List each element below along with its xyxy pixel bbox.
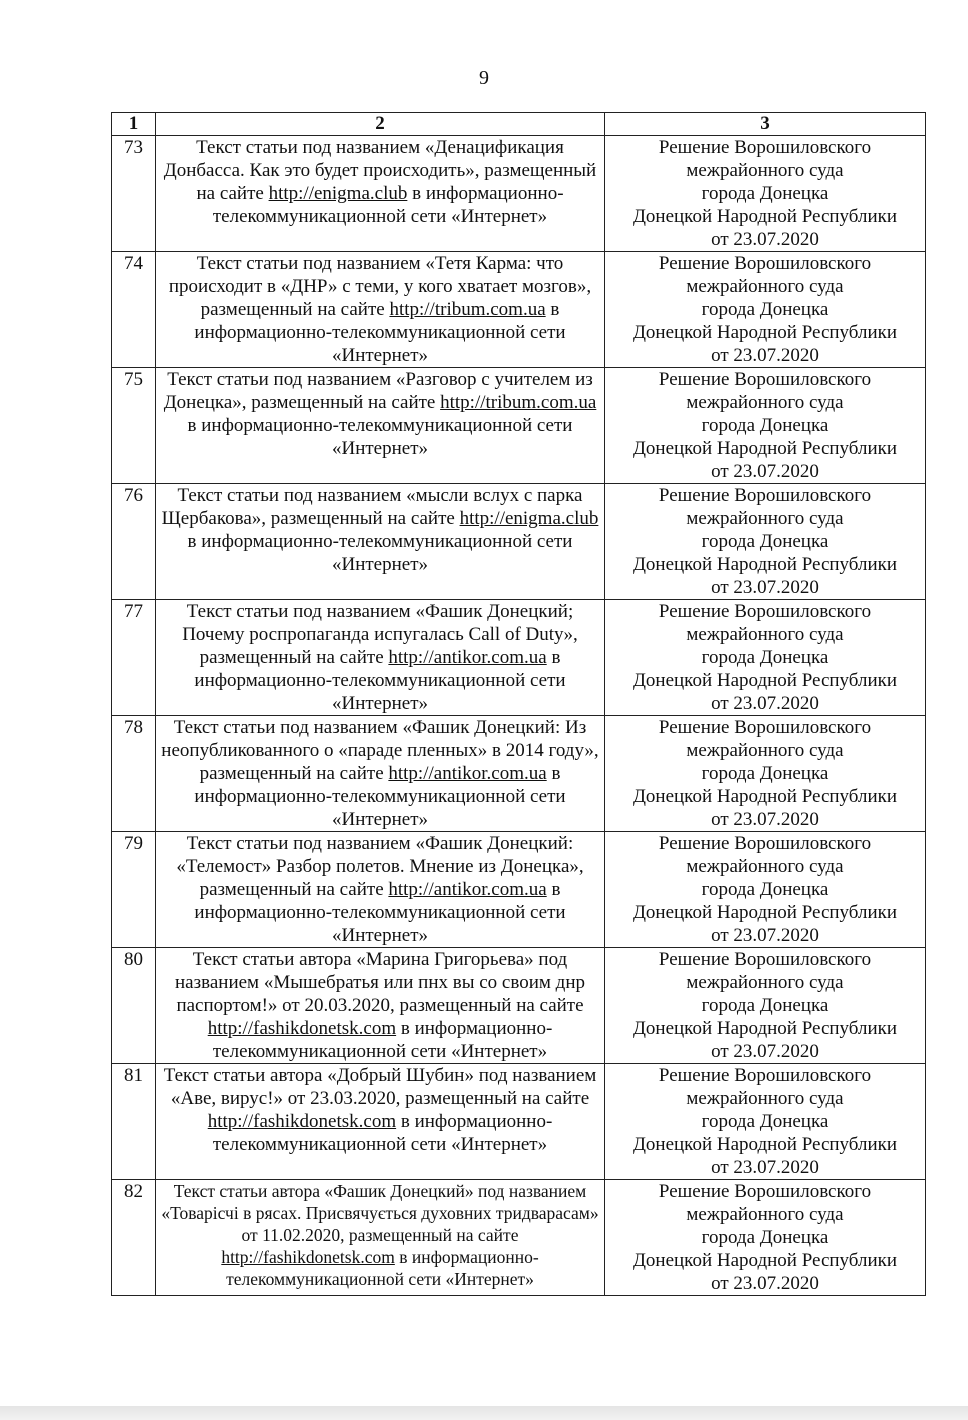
description-text: Текст статьи автора «Марина Григорьева» под названием «Мышебратья или пнх вы со своим днр паспортом!» от 20.03.2020, размещенный на сайте bbox=[175, 949, 585, 1016]
material-description bbox=[156, 484, 605, 600]
row-number: 79 bbox=[112, 832, 156, 948]
site-link[interactable]: http://antikor.com.ua bbox=[388, 647, 547, 668]
decision-line: Решение Ворошиловского bbox=[658, 485, 872, 506]
site-link[interactable]: http://fashikdonetsk.com bbox=[207, 1111, 397, 1132]
table-row bbox=[112, 136, 926, 252]
row-number: 76 bbox=[112, 484, 156, 600]
material-description bbox=[156, 948, 605, 1064]
decision-line: от 23.07.2020 bbox=[711, 229, 819, 250]
decision-line: межрайонного суда bbox=[686, 508, 844, 529]
site-link[interactable]: http://enigma.club bbox=[459, 508, 599, 529]
header-col-1: 1 bbox=[112, 113, 156, 136]
decision-line: Донецкой Народной Республики bbox=[632, 1018, 898, 1039]
site-link[interactable]: http://enigma.club bbox=[268, 183, 408, 204]
table-header-row bbox=[112, 113, 926, 136]
decision-line: города Донецка bbox=[701, 183, 829, 204]
table-row bbox=[112, 600, 926, 716]
page-bottom-edge bbox=[0, 1406, 968, 1420]
decision-line: Решение Ворошиловского bbox=[658, 369, 872, 390]
description-tail: в информационно-телекоммуникационной сети «Интернет» bbox=[187, 415, 573, 459]
decision-line: межрайонного суда bbox=[686, 392, 844, 413]
table-row bbox=[112, 948, 926, 1064]
row-number: 77 bbox=[112, 600, 156, 716]
decision-line: города Донецка bbox=[701, 1227, 829, 1248]
decision-line: межрайонного суда bbox=[686, 1204, 844, 1225]
description-tail: в информационно-телекоммуникационной сети «Интернет» bbox=[212, 183, 564, 227]
row-number: 80 bbox=[112, 948, 156, 1064]
decision-line: Решение Ворошиловского bbox=[658, 833, 872, 854]
decision-line: города Донецка bbox=[701, 995, 829, 1016]
material-description bbox=[156, 252, 605, 368]
row-number: 78 bbox=[112, 716, 156, 832]
decision-line: Решение Ворошиловского bbox=[658, 601, 872, 622]
description-text: Текст статьи под названием «Фашик Донецкий: Из неопубликованного о «параде пленных» в 2014 году», размещенный на сайте bbox=[161, 717, 599, 784]
decision-line: города Донецка bbox=[701, 299, 829, 320]
decision-line: межрайонного суда bbox=[686, 856, 844, 877]
site-link[interactable]: http://fashikdonetsk.com bbox=[207, 1018, 397, 1039]
decision-line: от 23.07.2020 bbox=[711, 925, 819, 946]
decision-line: межрайонного суда bbox=[686, 1088, 844, 1109]
decision-line: города Донецка bbox=[701, 531, 829, 552]
decision-line: Решение Ворошиловского bbox=[658, 717, 872, 738]
description-tail: в информационно-телекоммуникационной сети «Интернет» bbox=[212, 1111, 553, 1155]
decision-line: города Донецка bbox=[701, 879, 829, 900]
decision-line: города Донецка bbox=[701, 415, 829, 436]
table-row bbox=[112, 368, 926, 484]
court-decision bbox=[605, 252, 926, 368]
table-row bbox=[112, 832, 926, 948]
material-description bbox=[156, 600, 605, 716]
decision-line: от 23.07.2020 bbox=[711, 1157, 819, 1178]
court-decision bbox=[605, 368, 926, 484]
decision-line: от 23.07.2020 bbox=[711, 461, 819, 482]
decision-line: межрайонного суда bbox=[686, 972, 844, 993]
decision-line: межрайонного суда bbox=[686, 276, 844, 297]
description-text: Текст статьи под названием «Тетя Карма: что происходит в «ДНР» с теми, у кого хватает мозгов», размещенный на сайте bbox=[168, 253, 592, 320]
decision-line: от 23.07.2020 bbox=[711, 809, 819, 830]
decision-line: Донецкой Народной Республики bbox=[632, 670, 898, 691]
decision-line: города Донецка bbox=[701, 647, 829, 668]
site-link[interactable]: http://antikor.com.ua bbox=[388, 763, 547, 784]
description-text: Текст статьи под названием «Фашик Донецкий; Почему роспропаганда испугалась Call of Duty», размещенный на сайте bbox=[182, 601, 578, 668]
row-number: 74 bbox=[112, 252, 156, 368]
page-number: 9 bbox=[479, 67, 489, 89]
court-decision bbox=[605, 136, 926, 252]
row-number: 81 bbox=[112, 1064, 156, 1180]
table-row bbox=[112, 252, 926, 368]
decision-line: Решение Ворошиловского bbox=[658, 1065, 872, 1086]
decision-line: от 23.07.2020 bbox=[711, 693, 819, 714]
site-link[interactable]: http://tribum.com.ua bbox=[389, 299, 546, 320]
description-text: Текст статьи под названием «Денацификация Донбасса. Как это будет происходить», размещенный на сайте bbox=[163, 137, 597, 204]
description-text: Текст статьи под названием «Фашик Донецкий: «Телемост» Разбор полетов. Мнение из Донецка», размещенный на сайте bbox=[176, 833, 584, 900]
table-row bbox=[112, 484, 926, 600]
header-col-2: 2 bbox=[156, 113, 605, 136]
court-decision bbox=[605, 600, 926, 716]
description-tail: в информационно-телекоммуникационной сети «Интернет» bbox=[194, 299, 566, 366]
decision-line: Донецкой Народной Республики bbox=[632, 438, 898, 459]
decision-line: Донецкой Народной Республики bbox=[632, 786, 898, 807]
decision-line: Донецкой Народной Республики bbox=[632, 206, 898, 227]
table-row bbox=[112, 716, 926, 832]
decision-line: Донецкой Народной Республики bbox=[632, 902, 898, 923]
decision-line: от 23.07.2020 bbox=[711, 1041, 819, 1062]
court-decision bbox=[605, 1180, 926, 1296]
description-tail: в информационно-телекоммуникационной сети «Интернет» bbox=[194, 647, 566, 714]
header-col-3: 3 bbox=[605, 113, 926, 136]
decision-line: Решение Ворошиловского bbox=[658, 1181, 872, 1202]
material-description bbox=[156, 832, 605, 948]
table-row bbox=[112, 1064, 926, 1180]
decision-line: города Донецка bbox=[701, 1111, 829, 1132]
row-number: 82 bbox=[112, 1180, 156, 1296]
decision-line: Решение Ворошиловского bbox=[658, 949, 872, 970]
decision-line: города Донецка bbox=[701, 763, 829, 784]
decision-line: межрайонного суда bbox=[686, 740, 844, 761]
decision-line: межрайонного суда bbox=[686, 160, 844, 181]
decision-line: Решение Ворошиловского bbox=[658, 253, 872, 274]
table-body bbox=[112, 136, 926, 1296]
decision-line: Донецкой Народной Республики bbox=[632, 1250, 898, 1271]
site-link[interactable]: http://tribum.com.ua bbox=[440, 392, 597, 413]
material-description bbox=[156, 1064, 605, 1180]
court-decision bbox=[605, 484, 926, 600]
materials-table bbox=[111, 112, 926, 1296]
decision-line: от 23.07.2020 bbox=[711, 1273, 819, 1294]
material-description bbox=[156, 368, 605, 484]
decision-line: от 23.07.2020 bbox=[711, 345, 819, 366]
court-decision bbox=[605, 948, 926, 1064]
decision-line: Донецкой Народной Республики bbox=[632, 1134, 898, 1155]
court-decision bbox=[605, 1064, 926, 1180]
material-description bbox=[156, 1180, 605, 1296]
decision-line: Донецкой Народной Республики bbox=[632, 554, 898, 575]
material-description bbox=[156, 136, 605, 252]
decision-line: Донецкой Народной Республики bbox=[632, 322, 898, 343]
description-tail: в информационно-телекоммуникационной сети «Интернет» bbox=[194, 879, 566, 946]
description-text: Текст статьи автора «Фашик Донецкий» под названием «Товарісчі в рясах. Присвячується духовних тридварасам» от 11.02.2020, размещенный на сайте bbox=[161, 1181, 599, 1245]
description-text: Текст статьи под названием «мысли вслух с парка Щербакова», размещенный на сайте bbox=[161, 485, 583, 529]
court-decision bbox=[605, 716, 926, 832]
row-number: 75 bbox=[112, 368, 156, 484]
description-tail: в информационно-телекоммуникационной сети «Интернет» bbox=[187, 531, 573, 575]
decision-line: от 23.07.2020 bbox=[711, 577, 819, 598]
site-link[interactable]: http://fashikdonetsk.com bbox=[221, 1247, 395, 1267]
site-link[interactable]: http://antikor.com.ua bbox=[388, 879, 547, 900]
table-row bbox=[112, 1180, 926, 1296]
material-description bbox=[156, 716, 605, 832]
row-number: 73 bbox=[112, 136, 156, 252]
description-text: Текст статьи под названием «Разговор с учителем из Донецка», размещенный на сайте bbox=[163, 369, 593, 413]
description-tail: в информационно-телекоммуникационной сети «Интернет» bbox=[226, 1247, 539, 1289]
description-tail: в информационно-телекоммуникационной сети «Интернет» bbox=[212, 1018, 553, 1062]
description-text: Текст статьи автора «Добрый Шубин» под названием «Аве, вирус!» от 23.03.2020, размещенный на сайте bbox=[163, 1065, 597, 1109]
description-tail: в информационно-телекоммуникационной сети «Интернет» bbox=[194, 763, 566, 830]
decision-line: межрайонного суда bbox=[686, 624, 844, 645]
court-decision bbox=[605, 832, 926, 948]
decision-line: Решение Ворошиловского bbox=[658, 137, 872, 158]
